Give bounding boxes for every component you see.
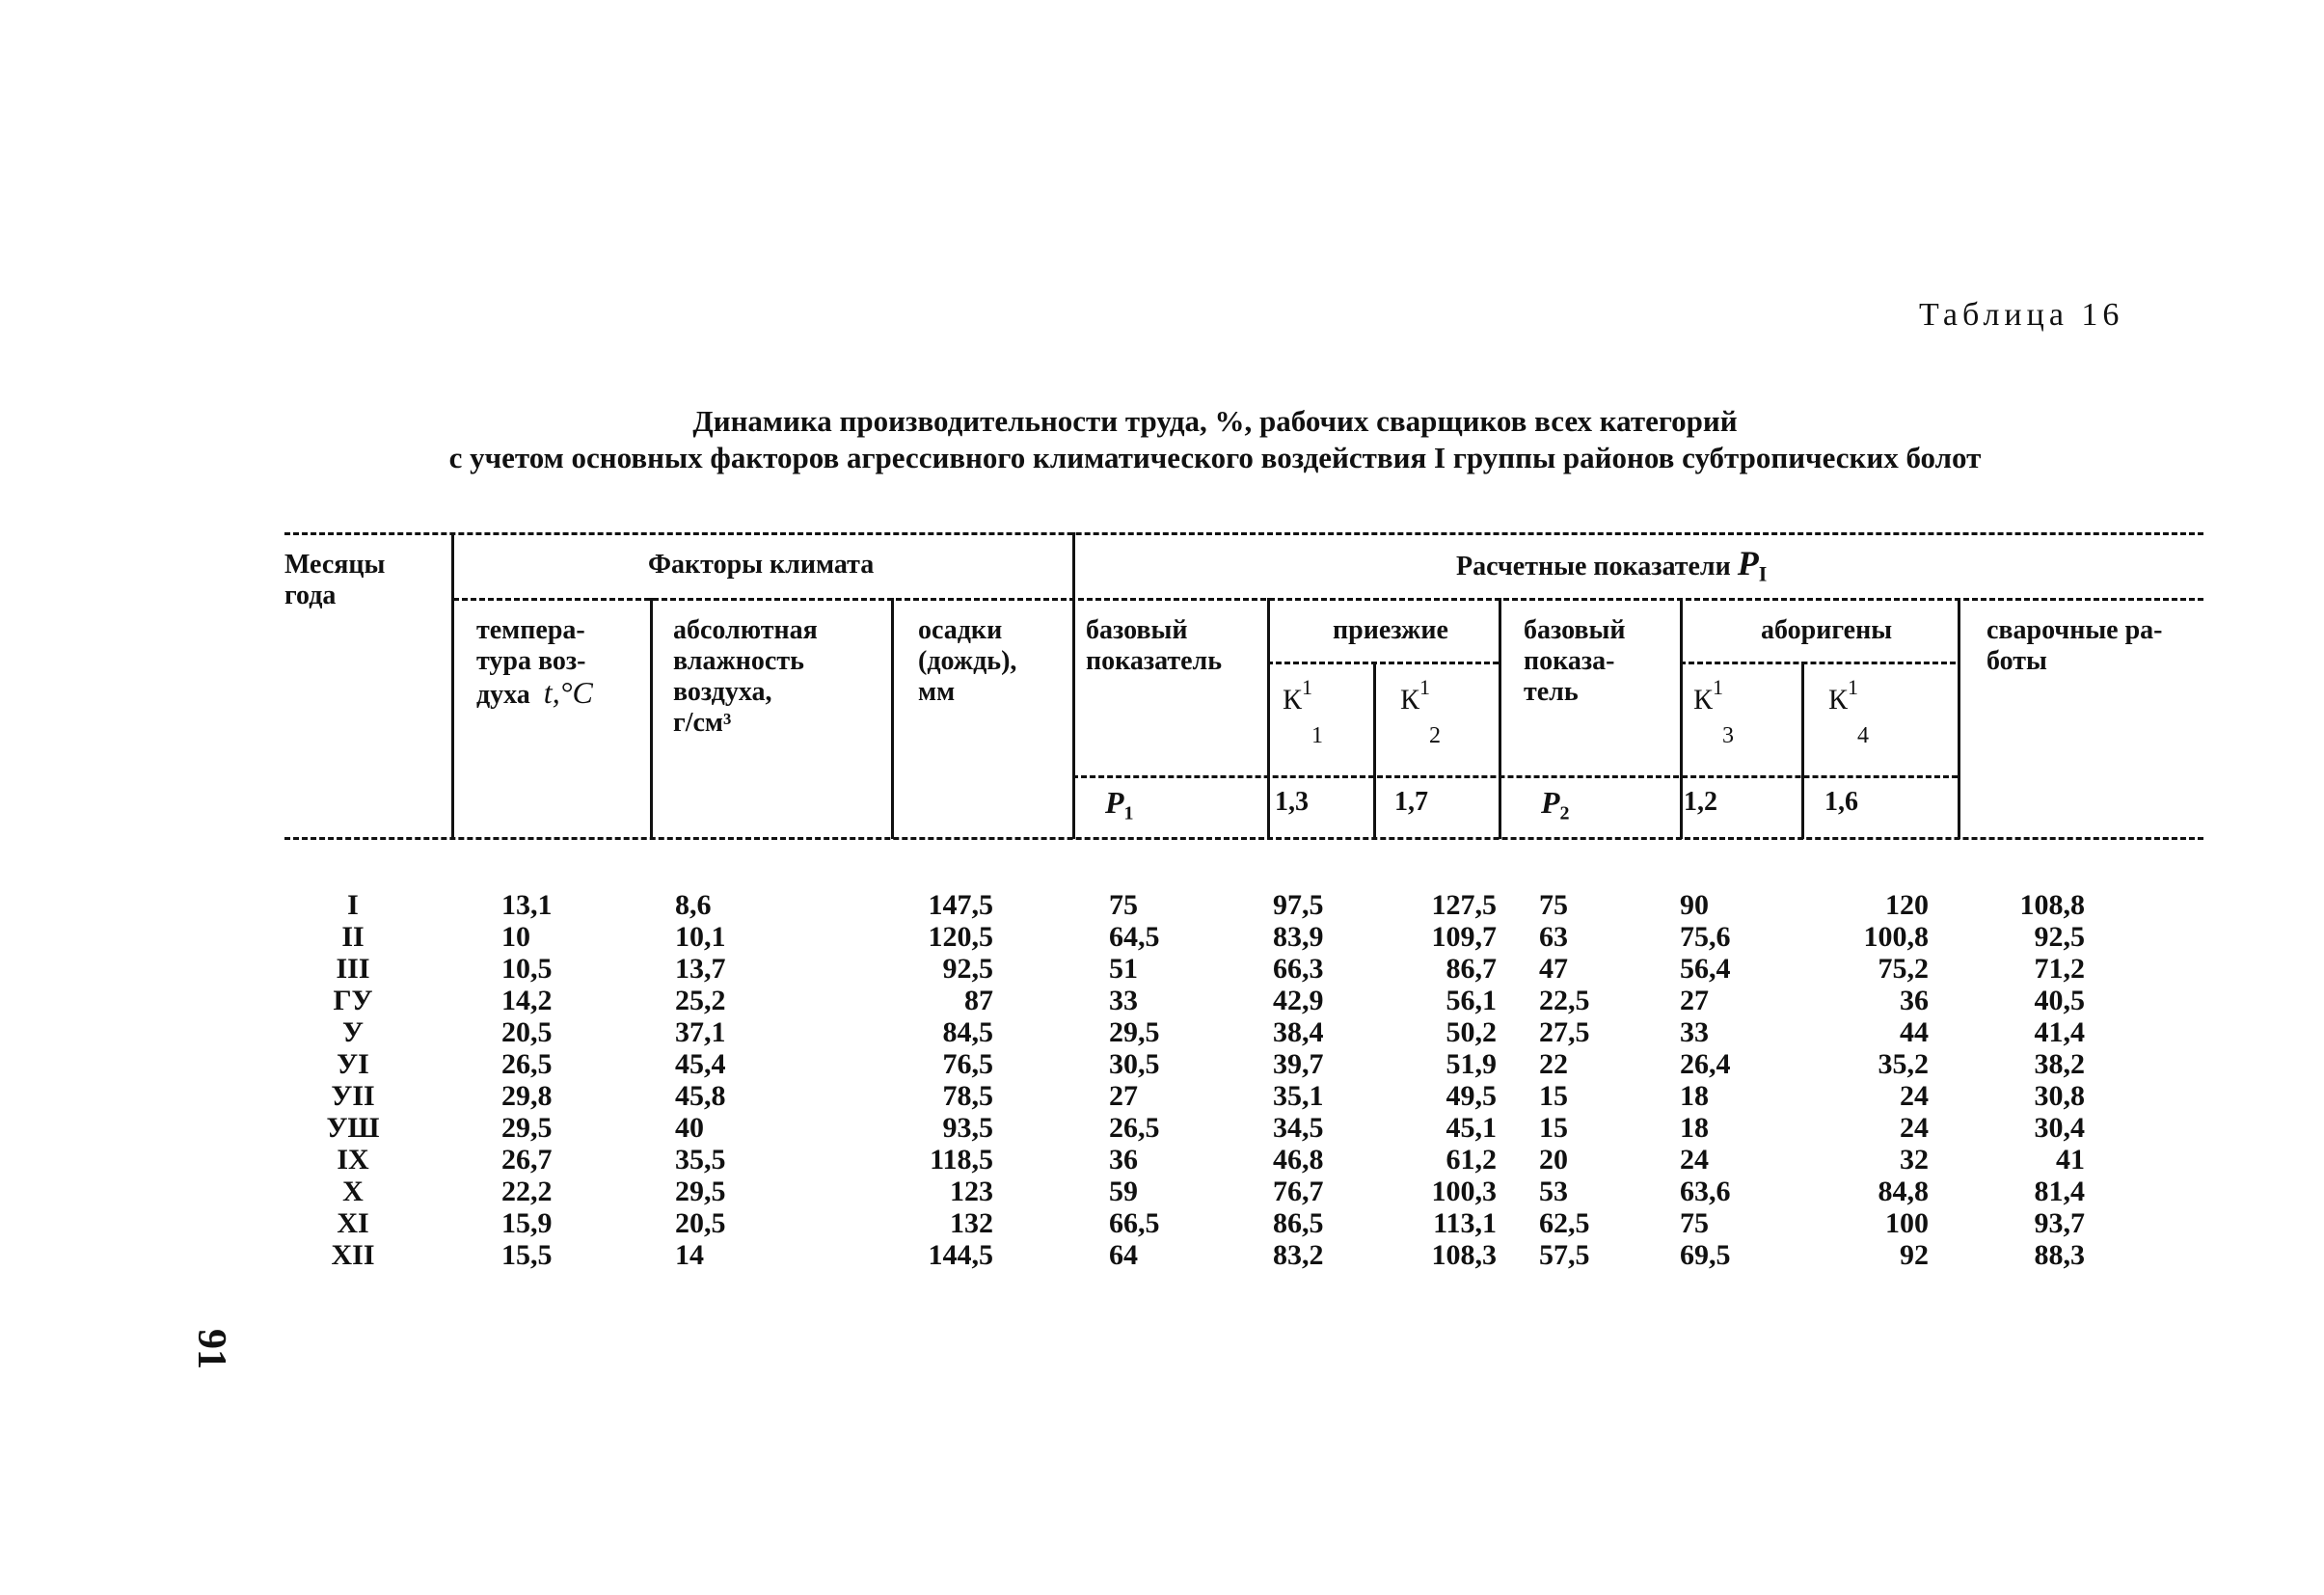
table-row <box>0 985 2324 1016</box>
k4-cell: 32 <box>1900 1144 1929 1176</box>
k1-cell: 35,1 <box>1273 1080 1324 1112</box>
temperature-cell: 29,8 <box>501 1080 553 1112</box>
k2-cell: 49,5 <box>1446 1080 1497 1112</box>
k2-label: $К^1$ 2 <box>1400 675 1441 748</box>
month-cell: III <box>336 953 370 985</box>
k4-cell: 24 <box>1900 1080 1929 1112</box>
month-cell: УII <box>331 1080 375 1112</box>
k3-cell: 33 <box>1680 1016 1709 1048</box>
header-top-rule <box>284 532 2203 535</box>
table-title <box>0 403 2324 476</box>
welding-header: сварочные ра- боты <box>1986 615 2163 676</box>
table-row <box>0 1048 2324 1080</box>
p2-cell: 53 <box>1539 1176 1568 1207</box>
p2-symbol: $P_2$ <box>1541 785 1570 825</box>
k3-cell: 18 <box>1680 1112 1709 1144</box>
p2-cell: 57,5 <box>1539 1239 1590 1271</box>
col-divider <box>1680 598 1683 839</box>
k2-cell: 51,9 <box>1446 1048 1497 1080</box>
month-cell: У <box>341 1016 365 1048</box>
p2-cell: 15 <box>1539 1112 1568 1144</box>
k2-cell: 45,1 <box>1446 1112 1497 1144</box>
month-cell: II <box>341 921 365 953</box>
humidity-cell: 10,1 <box>675 921 726 953</box>
precipitation-cell: 78,5 <box>942 1080 993 1112</box>
col-divider <box>1499 598 1501 839</box>
p2-cell: 75 <box>1539 889 1568 921</box>
welding-cell: 88,3 <box>2034 1239 2085 1271</box>
humidity-cell: 40 <box>675 1112 704 1144</box>
month-cell: I <box>347 889 359 921</box>
p1-cell: 75 <box>1109 889 1138 921</box>
col-divider <box>1801 662 1804 839</box>
col-divider <box>650 598 653 839</box>
table-row <box>0 1080 2324 1112</box>
page-number: 91 <box>189 1329 233 1369</box>
k3-cell: 69,5 <box>1680 1239 1731 1271</box>
k4-cell: 100 <box>1885 1207 1929 1239</box>
p2-cell: 20 <box>1539 1144 1568 1176</box>
precipitation-cell: 118,5 <box>930 1144 993 1176</box>
p2-cell: 22 <box>1539 1048 1568 1080</box>
temperature-cell: 10,5 <box>501 953 553 985</box>
title-line-2: с учетом основных факторов агрессивного климатического воздействия I группы районов субтропических болот <box>448 441 1982 474</box>
temperature-cell: 15,9 <box>501 1207 553 1239</box>
k4-cell: 120 <box>1885 889 1929 921</box>
p1-cell: 36 <box>1109 1144 1138 1176</box>
table-body <box>0 889 2324 1271</box>
temperature-cell: 13,1 <box>501 889 553 921</box>
col-divider <box>1072 532 1075 839</box>
col-divider <box>1373 662 1376 839</box>
temperature-cell: 26,7 <box>501 1144 553 1176</box>
precipitation-header: осадки (дождь), мм <box>918 615 1017 707</box>
temperature-cell: 22,2 <box>501 1176 553 1207</box>
humidity-cell: 45,4 <box>675 1048 726 1080</box>
header-sub-rule <box>453 598 2203 601</box>
month-cell: X <box>342 1176 364 1207</box>
k3-value: 1,2 <box>1684 787 1717 817</box>
col-divider <box>1958 598 1960 839</box>
temperature-header: темпера- тура воз- духа t,°C <box>476 615 593 710</box>
calc-indicators-header: Расчетные показатели $P_I$ <box>1456 544 1768 586</box>
humidity-cell: 45,8 <box>675 1080 726 1112</box>
p1-cell: 27 <box>1109 1080 1138 1112</box>
table-row <box>0 889 2324 921</box>
k2-cell: 50,2 <box>1446 1016 1497 1048</box>
p1-cell: 29,5 <box>1109 1016 1160 1048</box>
k2-cell: 127,5 <box>1431 889 1497 921</box>
p1-symbol: $P_1$ <box>1105 785 1134 825</box>
p1-cell: 51 <box>1109 953 1138 985</box>
k1-cell: 42,9 <box>1273 985 1324 1016</box>
k3-cell: 90 <box>1680 889 1709 921</box>
p1-cell: 66,5 <box>1109 1207 1160 1239</box>
k3-cell: 24 <box>1680 1144 1709 1176</box>
title-line-1: Динамика производительности труда, %, рабочих сварщиков всех категорий <box>692 404 1738 438</box>
welding-cell: 41,4 <box>2034 1016 2085 1048</box>
base2-header: базовый показа- тель <box>1524 615 1626 707</box>
k4-cell: 75,2 <box>1878 953 1929 985</box>
precipitation-cell: 93,5 <box>942 1112 993 1144</box>
welding-cell: 71,2 <box>2034 953 2085 985</box>
temperature-cell: 15,5 <box>501 1239 553 1271</box>
p1-cell: 26,5 <box>1109 1112 1160 1144</box>
p2-cell: 22,5 <box>1539 985 1590 1016</box>
month-cell: УI <box>337 1048 369 1080</box>
table-row <box>0 921 2324 953</box>
table-row <box>0 1016 2324 1048</box>
k2-cell: 86,7 <box>1446 953 1497 985</box>
k2-cell: 108,3 <box>1431 1239 1497 1271</box>
p2-cell: 47 <box>1539 953 1568 985</box>
month-cell: ГУ <box>333 985 373 1016</box>
precipitation-cell: 120,5 <box>928 921 993 953</box>
p1-cell: 59 <box>1109 1176 1138 1207</box>
precipitation-cell: 84,5 <box>942 1016 993 1048</box>
welding-cell: 30,8 <box>2034 1080 2085 1112</box>
k4-label: $К^1$ 4 <box>1828 675 1869 748</box>
humidity-cell: 29,5 <box>675 1176 726 1207</box>
k1-cell: 86,5 <box>1273 1207 1324 1239</box>
col-divider <box>1267 598 1270 839</box>
p1-cell: 33 <box>1109 985 1138 1016</box>
precipitation-cell: 132 <box>950 1207 993 1239</box>
k2-cell: 113,1 <box>1433 1207 1497 1239</box>
humidity-cell: 35,5 <box>675 1144 726 1176</box>
k1-cell: 83,2 <box>1273 1239 1324 1271</box>
table-row <box>0 1112 2324 1144</box>
k4-cell: 35,2 <box>1878 1048 1929 1080</box>
month-cell: УШ <box>326 1112 380 1144</box>
k4-cell: 44 <box>1900 1016 1929 1048</box>
welding-cell: 93,7 <box>2034 1207 2085 1239</box>
precipitation-cell: 147,5 <box>928 889 993 921</box>
humidity-cell: 13,7 <box>675 953 726 985</box>
k3-cell: 26,4 <box>1680 1048 1731 1080</box>
welding-cell: 30,4 <box>2034 1112 2085 1144</box>
welding-cell: 108,8 <box>2019 889 2085 921</box>
temperature-cell: 10 <box>501 921 530 953</box>
p2-cell: 15 <box>1539 1080 1568 1112</box>
header-values-rule <box>1072 775 1958 778</box>
k3-cell: 75 <box>1680 1207 1709 1239</box>
humidity-cell: 25,2 <box>675 985 726 1016</box>
month-cell: IX <box>337 1144 369 1176</box>
k3-cell: 27 <box>1680 985 1709 1016</box>
header-natives-rule <box>1680 662 1956 664</box>
temperature-cell: 20,5 <box>501 1016 553 1048</box>
p1-cell: 64 <box>1109 1239 1138 1271</box>
temperature-cell: 14,2 <box>501 985 553 1016</box>
welding-cell: 40,5 <box>2034 985 2085 1016</box>
k4-cell: 84,8 <box>1878 1176 1929 1207</box>
months-header: Месяцы года <box>284 550 386 610</box>
temperature-cell: 26,5 <box>501 1048 553 1080</box>
natives-header: аборигены <box>1761 615 1893 645</box>
table-row <box>0 1239 2324 1271</box>
k1-cell: 39,7 <box>1273 1048 1324 1080</box>
k1-cell: 66,3 <box>1273 953 1324 985</box>
col-divider <box>891 598 894 839</box>
header-bottom-rule <box>284 837 2203 840</box>
humidity-header: абсолютная влажность воздуха, г/см³ <box>673 615 818 738</box>
p1-cell: 64,5 <box>1109 921 1160 953</box>
temperature-cell: 29,5 <box>501 1112 553 1144</box>
precipitation-cell: 144,5 <box>928 1239 993 1271</box>
humidity-cell: 20,5 <box>675 1207 726 1239</box>
humidity-cell: 8,6 <box>675 889 712 921</box>
k1-cell: 46,8 <box>1273 1144 1324 1176</box>
p1-cell: 30,5 <box>1109 1048 1160 1080</box>
k1-label: $К^1$ 1 <box>1283 675 1323 748</box>
k4-cell: 92 <box>1900 1239 1929 1271</box>
k1-cell: 83,9 <box>1273 921 1324 953</box>
k3-cell: 75,6 <box>1680 921 1731 953</box>
welding-cell: 38,2 <box>2034 1048 2085 1080</box>
precipitation-cell: 123 <box>950 1176 993 1207</box>
k4-cell: 100,8 <box>1863 921 1929 953</box>
welding-cell: 81,4 <box>2034 1176 2085 1207</box>
precipitation-cell: 87 <box>964 985 993 1016</box>
k2-cell: 61,2 <box>1446 1144 1497 1176</box>
k1-cell: 76,7 <box>1273 1176 1324 1207</box>
header-newcomers-rule <box>1267 662 1499 664</box>
month-cell: XII <box>331 1239 375 1271</box>
precipitation-cell: 76,5 <box>942 1048 993 1080</box>
k1-cell: 38,4 <box>1273 1016 1324 1048</box>
k4-value: 1,6 <box>1824 787 1858 817</box>
precipitation-cell: 92,5 <box>942 953 993 985</box>
p2-cell: 27,5 <box>1539 1016 1590 1048</box>
k1-value: 1,3 <box>1275 787 1309 817</box>
table-label: Таблица 16 <box>1919 297 2124 333</box>
k3-cell: 18 <box>1680 1080 1709 1112</box>
col-divider <box>451 532 454 839</box>
p2-cell: 62,5 <box>1539 1207 1590 1239</box>
k4-cell: 36 <box>1900 985 1929 1016</box>
k3-cell: 56,4 <box>1680 953 1731 985</box>
k2-cell: 109,7 <box>1431 921 1497 953</box>
k3-cell: 63,6 <box>1680 1176 1731 1207</box>
k1-cell: 34,5 <box>1273 1112 1324 1144</box>
k2-value: 1,7 <box>1394 787 1428 817</box>
table-row <box>0 953 2324 985</box>
k3-label: $К^1$ 3 <box>1693 675 1734 748</box>
base1-header: базовый показатель <box>1086 615 1223 676</box>
table-row <box>0 1176 2324 1207</box>
humidity-cell: 37,1 <box>675 1016 726 1048</box>
welding-cell: 92,5 <box>2034 921 2085 953</box>
climate-factors-header: Факторы климата <box>648 550 875 580</box>
month-cell: XI <box>337 1207 369 1239</box>
k2-cell: 100,3 <box>1431 1176 1497 1207</box>
table-row <box>0 1144 2324 1176</box>
newcomers-header: приезжие <box>1333 615 1448 645</box>
welding-cell: 41 <box>2056 1144 2085 1176</box>
k2-cell: 56,1 <box>1446 985 1497 1016</box>
p2-cell: 63 <box>1539 921 1568 953</box>
table-row <box>0 1207 2324 1239</box>
k4-cell: 24 <box>1900 1112 1929 1144</box>
humidity-cell: 14 <box>675 1239 704 1271</box>
k1-cell: 97,5 <box>1273 889 1324 921</box>
